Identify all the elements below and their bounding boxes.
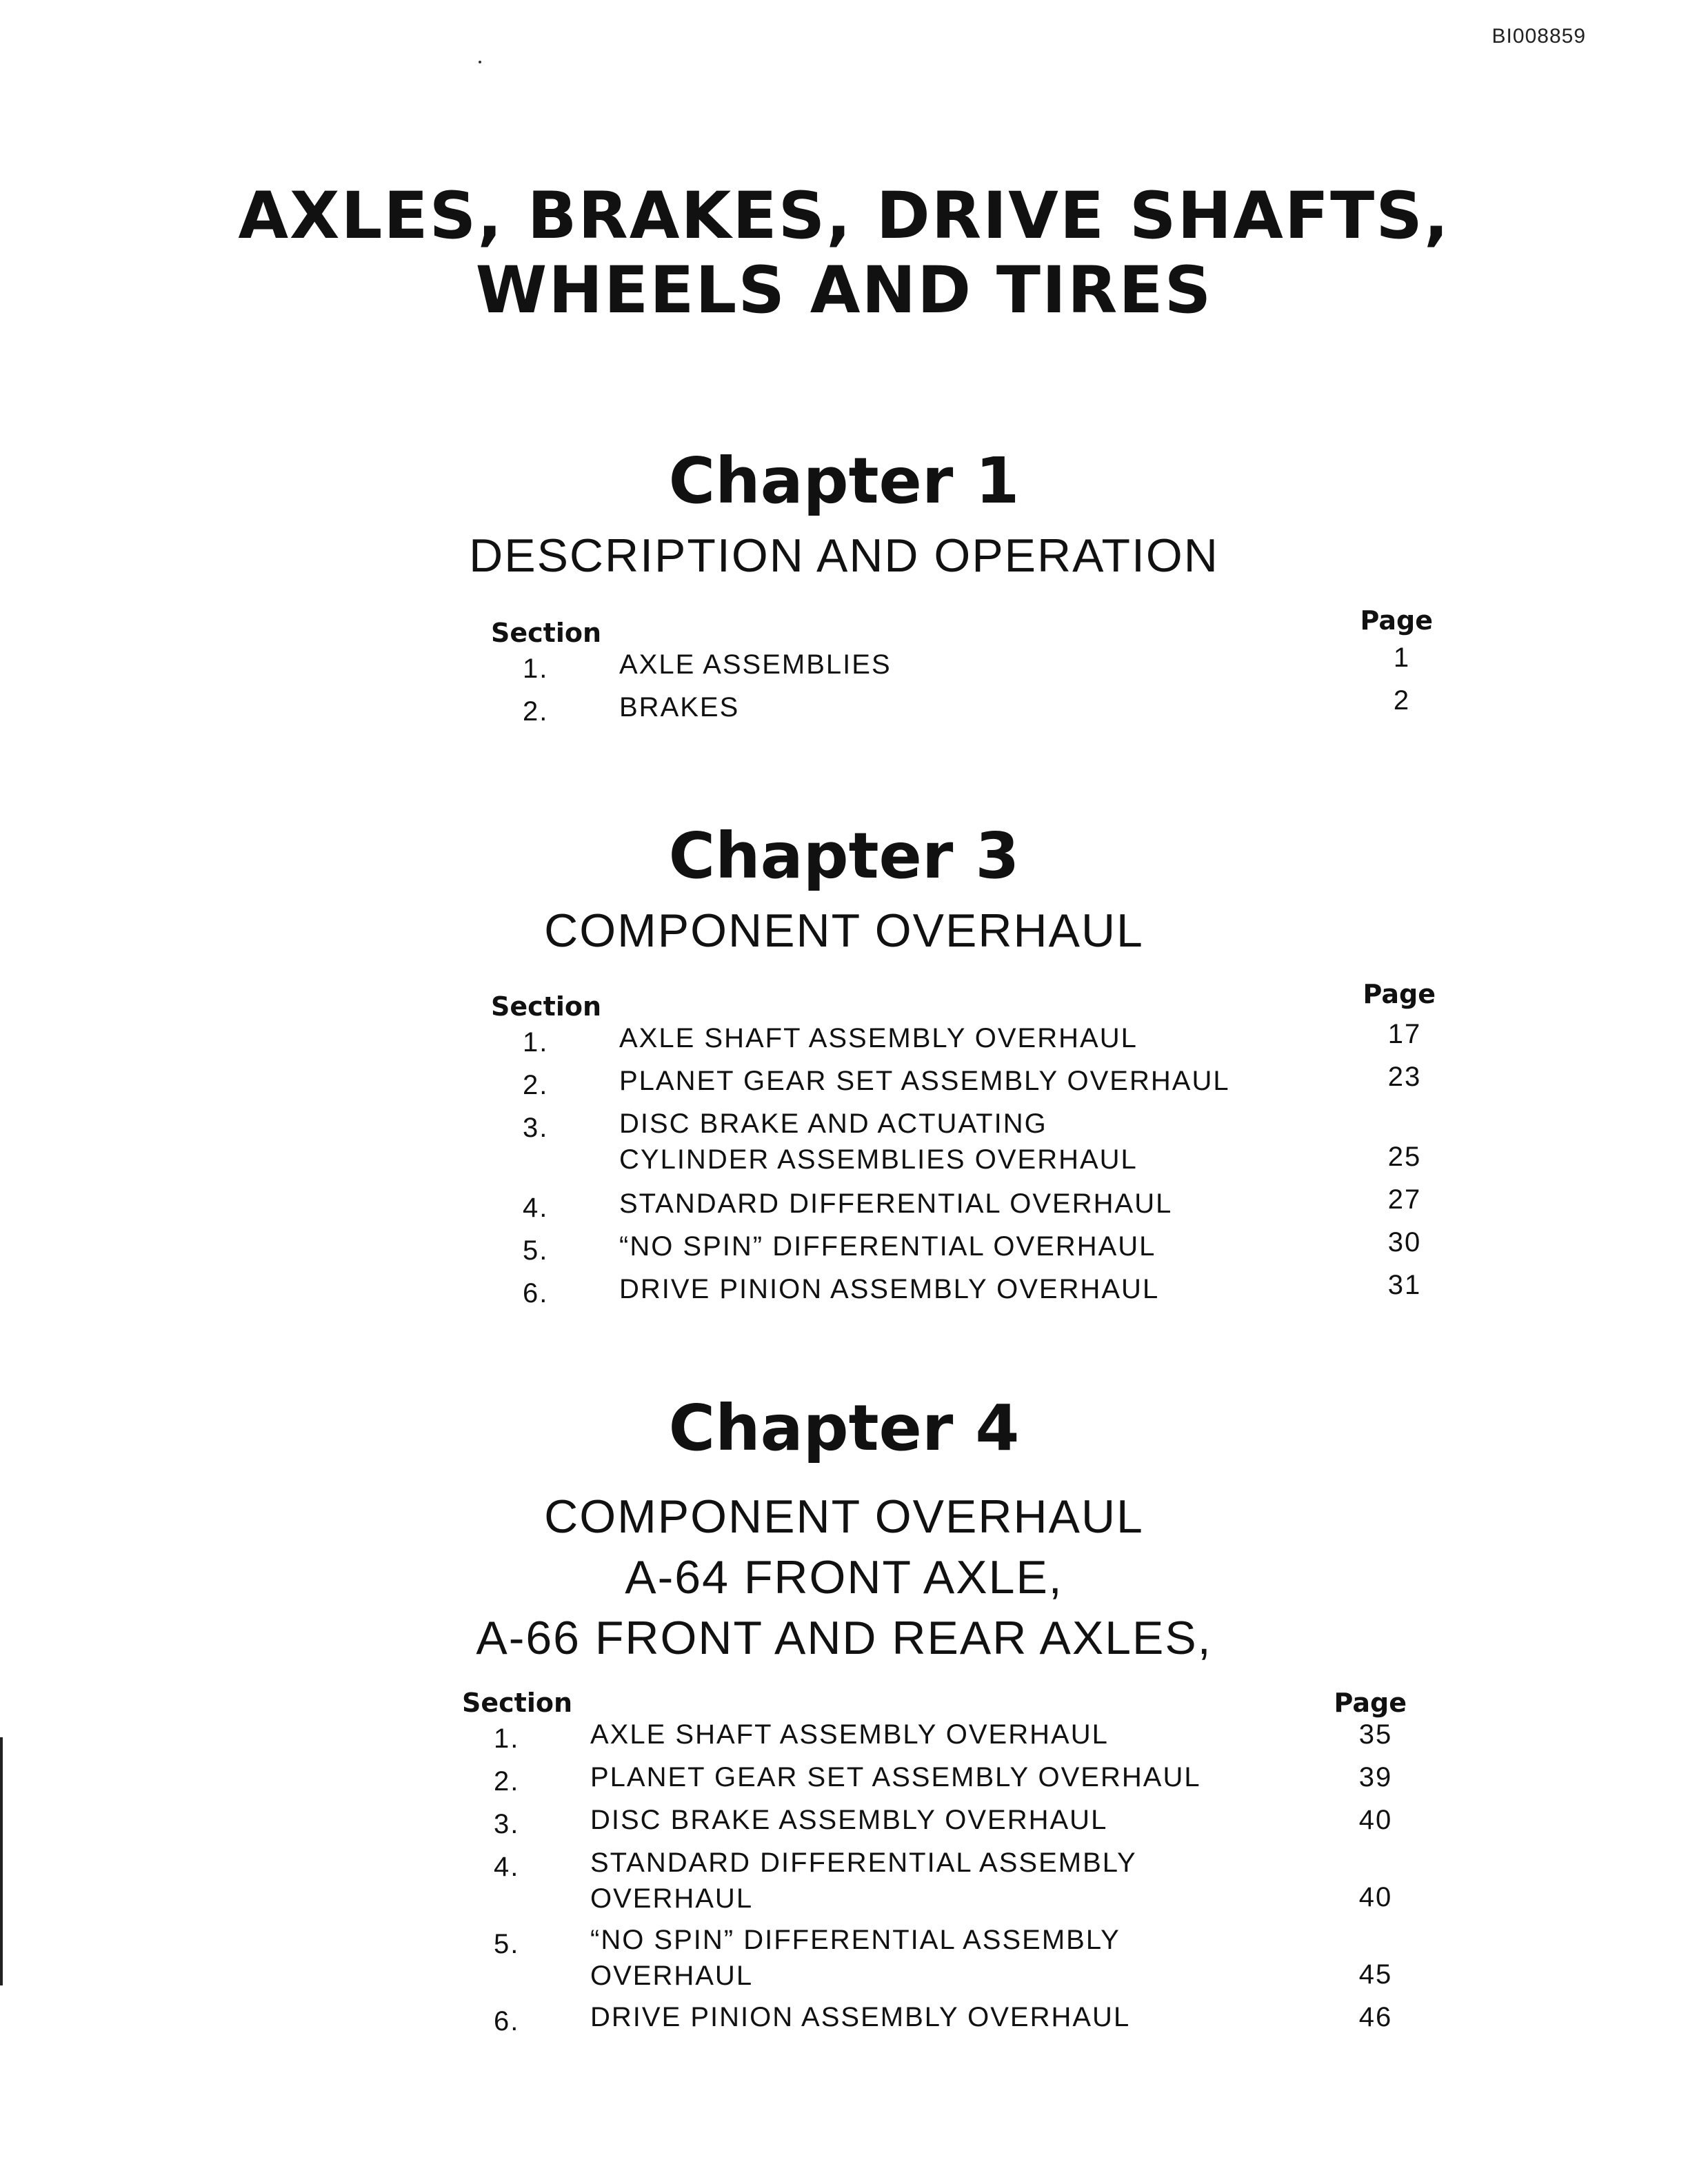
toc-entry[interactable]	[491, 643, 1433, 689]
page-column-label: Page	[1360, 605, 1433, 636]
toc-entry-title: PLANET GEAR SET ASSEMBLY OVERHAUL	[619, 1066, 1230, 1096]
toc-entry[interactable]	[491, 1106, 1436, 1186]
toc-entry-page: 25	[1387, 1142, 1422, 1172]
toc-entry[interactable]	[491, 1063, 1436, 1106]
toc-entry[interactable]	[462, 1759, 1407, 1802]
toc-entry-title: BRAKES	[619, 692, 740, 722]
chapter-4-subtitle-line-1: COMPONENT OVERHAUL	[544, 1490, 1144, 1543]
toc-entry[interactable]	[462, 1802, 1407, 1845]
toc-header	[491, 979, 1436, 1020]
toc-entry-page: 35	[1358, 1719, 1393, 1750]
page-column-label: Page	[1363, 979, 1436, 1009]
toc-entry-number: 6.	[494, 2006, 520, 2036]
toc-entry-page: 45	[1358, 1959, 1393, 1990]
toc-entry-number: 5.	[523, 1235, 549, 1266]
toc-entry-title: DISC BRAKE ASSEMBLY OVERHAUL	[590, 1805, 1108, 1835]
toc-entry-title: STANDARD DIFFERENTIAL ASSEMBLY OVERHAUL	[590, 1848, 1137, 1914]
toc-entry-title: PLANET GEAR SET ASSEMBLY OVERHAUL	[590, 1762, 1201, 1792]
toc-entry-page: 40	[1358, 1805, 1393, 1835]
toc-entry-page: 27	[1387, 1184, 1422, 1215]
toc-entry-title: DISC BRAKE AND ACTUATING CYLINDER ASSEMBLIES OVERHAUL	[619, 1109, 1138, 1175]
chapter-4-toc	[462, 1675, 1407, 2042]
toc-entry-number: 1.	[494, 1723, 520, 1754]
chapter-4-subtitle-line-2: A-64 FRONT AXLE,	[625, 1551, 1063, 1604]
toc-entry-page: 40	[1358, 1882, 1393, 1912]
chapter-1-toc	[491, 605, 1433, 732]
toc-entry-title: DRIVE PINION ASSEMBLY OVERHAUL	[590, 2002, 1131, 2032]
toc-entry-page: 30	[1387, 1227, 1422, 1257]
toc-entry-number: 1.	[523, 1027, 549, 1058]
toc-entry-title: DRIVE PINION ASSEMBLY OVERHAUL	[619, 1274, 1160, 1304]
toc-entry-title: AXLE SHAFT ASSEMBLY OVERHAUL	[590, 1719, 1109, 1750]
toc-entry-title: STANDARD DIFFERENTIAL OVERHAUL	[619, 1189, 1173, 1219]
toc-entry-number: 2.	[523, 696, 549, 727]
page-column-label: Page	[1334, 1688, 1407, 1718]
chapter-1-heading: Chapter 1	[668, 444, 1020, 518]
toc-entry-number: 3.	[523, 1113, 549, 1143]
toc-header	[462, 1675, 1407, 1717]
chapter-4-heading: Chapter 4	[668, 1391, 1020, 1465]
toc-entry-number: 4.	[523, 1193, 549, 1223]
scan-speck	[479, 61, 481, 63]
section-column-label: Section	[491, 618, 602, 648]
toc-entry-title: AXLE SHAFT ASSEMBLY OVERHAUL	[619, 1023, 1138, 1053]
chapter-1-subtitle	[0, 525, 1688, 586]
toc-entry-page: 31	[1387, 1270, 1422, 1300]
section-column-label: Section	[491, 991, 602, 1022]
toc-entry-title: “NO SPIN” DIFFERENTIAL ASSEMBLY OVERHAUL	[590, 1925, 1121, 1991]
manual-title-line-2: WHEELS AND TIRES	[475, 253, 1213, 328]
section-column-label: Section	[462, 1688, 573, 1718]
toc-entry[interactable]	[491, 1228, 1436, 1271]
toc-entry[interactable]	[462, 1922, 1407, 1999]
toc-entry[interactable]	[462, 1717, 1407, 1759]
toc-entry-page: 17	[1387, 1019, 1422, 1049]
chapter-4-subtitle-line-3: A-66 FRONT AND REAR AXLES,	[476, 1612, 1212, 1664]
toc-entry[interactable]	[491, 1271, 1436, 1314]
chapter-4-subtitle	[0, 1486, 1688, 1668]
chapter-3-toc	[491, 979, 1436, 1314]
toc-entry-page: 2	[1393, 685, 1411, 716]
toc-entry[interactable]	[491, 1020, 1436, 1063]
toc-entry-number: 2.	[494, 1766, 520, 1797]
scan-edge-mark	[0, 1737, 3, 1985]
chapter-3-subtitle-line: COMPONENT OVERHAUL	[544, 904, 1144, 957]
manual-title-line-1: AXLES, BRAKES, DRIVE SHAFTS,	[238, 179, 1450, 254]
toc-entry-number: 1.	[523, 654, 549, 684]
toc-entry-page: 23	[1387, 1062, 1422, 1092]
toc-header	[491, 605, 1433, 647]
chapter-3-subtitle	[0, 900, 1688, 961]
toc-entry-number: 6.	[523, 1278, 549, 1308]
toc-entry-title: AXLE ASSEMBLIES	[619, 649, 892, 680]
toc-entry-page: 46	[1358, 2002, 1393, 2032]
toc-entry-number: 4.	[494, 1852, 520, 1882]
chapter-1-subtitle-line: DESCRIPTION AND OPERATION	[469, 529, 1219, 582]
toc-entry-number: 2.	[523, 1070, 549, 1100]
toc-entry-page: 39	[1358, 1762, 1393, 1792]
document-id: BI008859	[1491, 25, 1586, 48]
toc-entry-title: “NO SPIN” DIFFERENTIAL OVERHAUL	[619, 1231, 1156, 1262]
toc-entry[interactable]	[462, 1845, 1407, 1922]
chapter-3-heading: Chapter 3	[668, 819, 1020, 893]
toc-entry[interactable]	[491, 685, 1433, 732]
toc-entry[interactable]	[491, 1186, 1436, 1228]
manual-title	[0, 179, 1688, 328]
toc-entry[interactable]	[462, 1999, 1407, 2042]
toc-entry-page: 1	[1393, 643, 1411, 673]
toc-entry-number: 5.	[494, 1929, 520, 1959]
toc-entry-number: 3.	[494, 1809, 520, 1839]
